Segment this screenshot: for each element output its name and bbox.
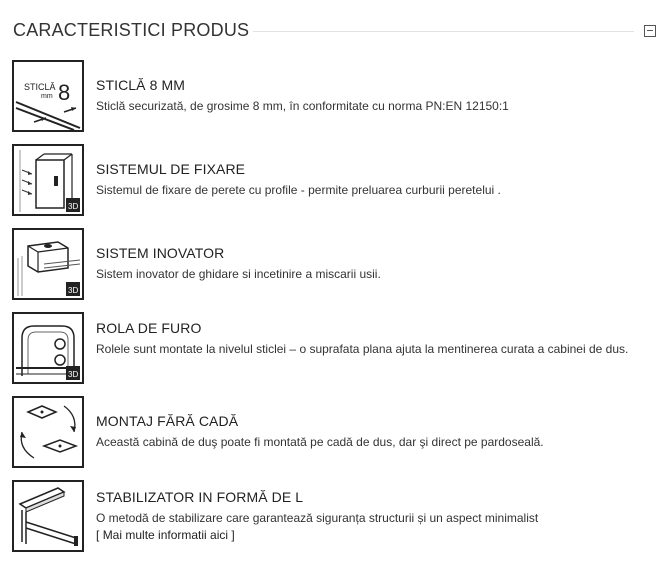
svg-text:3D: 3D [68, 286, 79, 295]
3d-badge-icon [66, 198, 80, 212]
feature-title: ROLA DE FURO [96, 320, 202, 336]
svg-text:3D: 3D [68, 370, 79, 379]
glass-8mm-icon [12, 60, 84, 132]
3d-badge-icon [66, 282, 80, 296]
feature-title: MONTAJ FĂRĂ CADĂ [96, 413, 239, 429]
feature-title: STABILIZATOR IN FORMĂ DE L [96, 489, 304, 505]
feature-description: Această cabină de duş poate fi montată pe cadă de dus, dar şi direct pe pardoseală. [96, 435, 544, 449]
feature-item-glass [12, 60, 662, 132]
feature-description [96, 510, 656, 544]
innovative-system-icon [12, 228, 84, 300]
feature-item-innovative [12, 228, 662, 300]
feature-description-text: O metodă de stabilizare care garantează siguranța structurii și un aspect minimalist [96, 511, 539, 525]
furo-roller-icon [12, 312, 84, 384]
section-title: CARACTERISTICI PRODUS [13, 20, 250, 40]
icon-label-unit: mm [41, 93, 53, 100]
section-header [13, 18, 658, 46]
link-bracket-open: [ [96, 528, 100, 542]
icon-label-top: STICLĂ [24, 82, 56, 92]
minus-square-icon[interactable] [644, 25, 656, 37]
feature-title: STICLĂ 8 MM [96, 77, 186, 93]
feature-item-fixing [12, 144, 662, 216]
feature-description: Sistem inovator de ghidare si incetinire a miscarii usii. [96, 267, 381, 281]
feature-title: SISTEMUL DE FIXARE [96, 161, 246, 177]
no-tray-mount-icon [12, 396, 84, 468]
icon-label-num: 8 [58, 80, 71, 105]
feature-item-roller [12, 312, 662, 384]
feature-title: SISTEM INOVATOR [96, 245, 225, 261]
feature-item-mounting [12, 396, 662, 468]
header-divider [253, 31, 634, 32]
more-info-link[interactable]: Mai multe informatii aici [102, 528, 229, 542]
feature-description: Rolele sunt montate la nivelul sticlei – o suprafata plana ajuta la mentinerea curata a cabinei de dus. [96, 342, 629, 356]
link-bracket-close: ] [231, 528, 235, 542]
3d-badge-icon [66, 366, 80, 380]
svg-text:3D: 3D [68, 202, 79, 211]
wall-fixing-icon [12, 144, 84, 216]
feature-description: Sticlă securizată, de grosime 8 mm, în conformitate cu norma PN:EN 12150:1 [96, 99, 509, 113]
feature-description: Sistemul de fixare de perete cu profile - permite preluarea curburii peretelui . [96, 183, 501, 197]
l-stabilizer-icon [12, 480, 84, 552]
feature-item-stabilizer [12, 480, 662, 552]
